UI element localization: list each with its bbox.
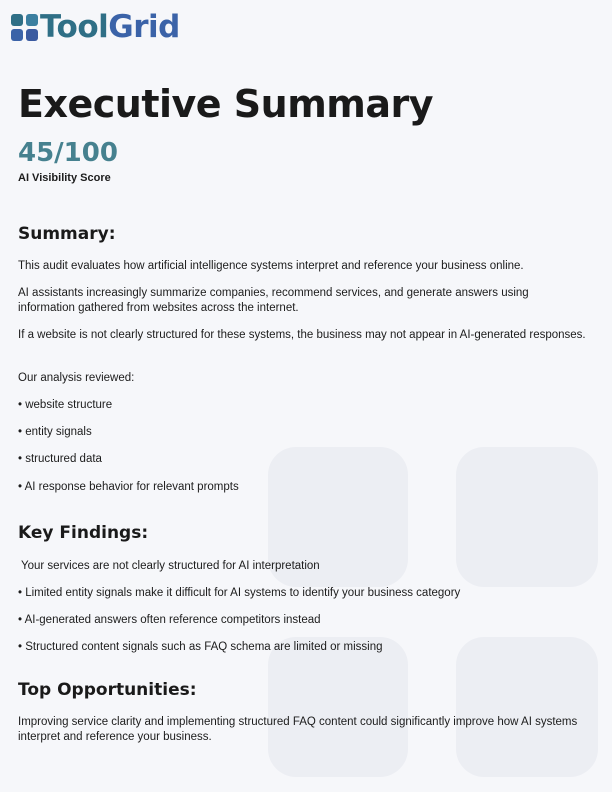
opportunities-paragraph: Improving service clarity and implementing structured FAQ content could significantly improve how AI systems interpret and reference your business. bbox=[18, 716, 578, 743]
grid-logo-icon bbox=[11, 14, 38, 41]
summary-paragraph: Our analysis reviewed: bbox=[18, 372, 135, 384]
visibility-score: 45/100 bbox=[18, 138, 118, 168]
report-content bbox=[18, 82, 588, 743]
logo-square bbox=[26, 14, 38, 26]
summary-list-item: • entity signals bbox=[18, 426, 92, 438]
summary-paragraph: This audit evaluates how artificial intelligence systems interpret and reference your business online. bbox=[18, 260, 524, 272]
finding-item: • AI-generated answers often reference competitors instead bbox=[18, 614, 321, 626]
logo-square bbox=[11, 29, 23, 41]
brand-name bbox=[40, 9, 180, 45]
summary-list-item: • website structure bbox=[18, 399, 113, 411]
summary-list-item: • structured data bbox=[18, 453, 102, 465]
top-opportunities-heading: Top Opportunities: bbox=[18, 680, 197, 700]
brand-logo bbox=[11, 9, 180, 45]
visibility-score-label: AI Visibility Score bbox=[18, 172, 111, 184]
brand-name-grid: Grid bbox=[108, 9, 180, 45]
finding-item: • Limited entity signals make it difficult for AI systems to identify your business category bbox=[18, 587, 461, 599]
watermark-tile bbox=[456, 447, 598, 587]
summary-paragraph: If a website is not clearly structured for these systems, the business may not appear in AI-generated responses. bbox=[18, 329, 586, 341]
summary-list-item: • AI response behavior for relevant prompts bbox=[18, 481, 239, 493]
key-findings-heading: Key Findings: bbox=[18, 523, 149, 543]
summary-paragraph: AI assistants increasingly summarize companies, recommend services, and generate answers using information gathered from websites across the internet. bbox=[18, 287, 529, 314]
page-title: Executive Summary bbox=[18, 82, 434, 126]
finding-item: • Structured content signals such as FAQ schema are limited or missing bbox=[18, 641, 383, 653]
logo-square bbox=[26, 29, 38, 41]
brand-name-tool: Tool bbox=[40, 9, 109, 45]
watermark-tile bbox=[456, 637, 598, 777]
logo-square bbox=[11, 14, 23, 26]
watermark-tile bbox=[268, 637, 408, 777]
finding-item: Your services are not clearly structured for AI interpretation bbox=[18, 560, 320, 572]
summary-heading: Summary: bbox=[18, 224, 116, 244]
